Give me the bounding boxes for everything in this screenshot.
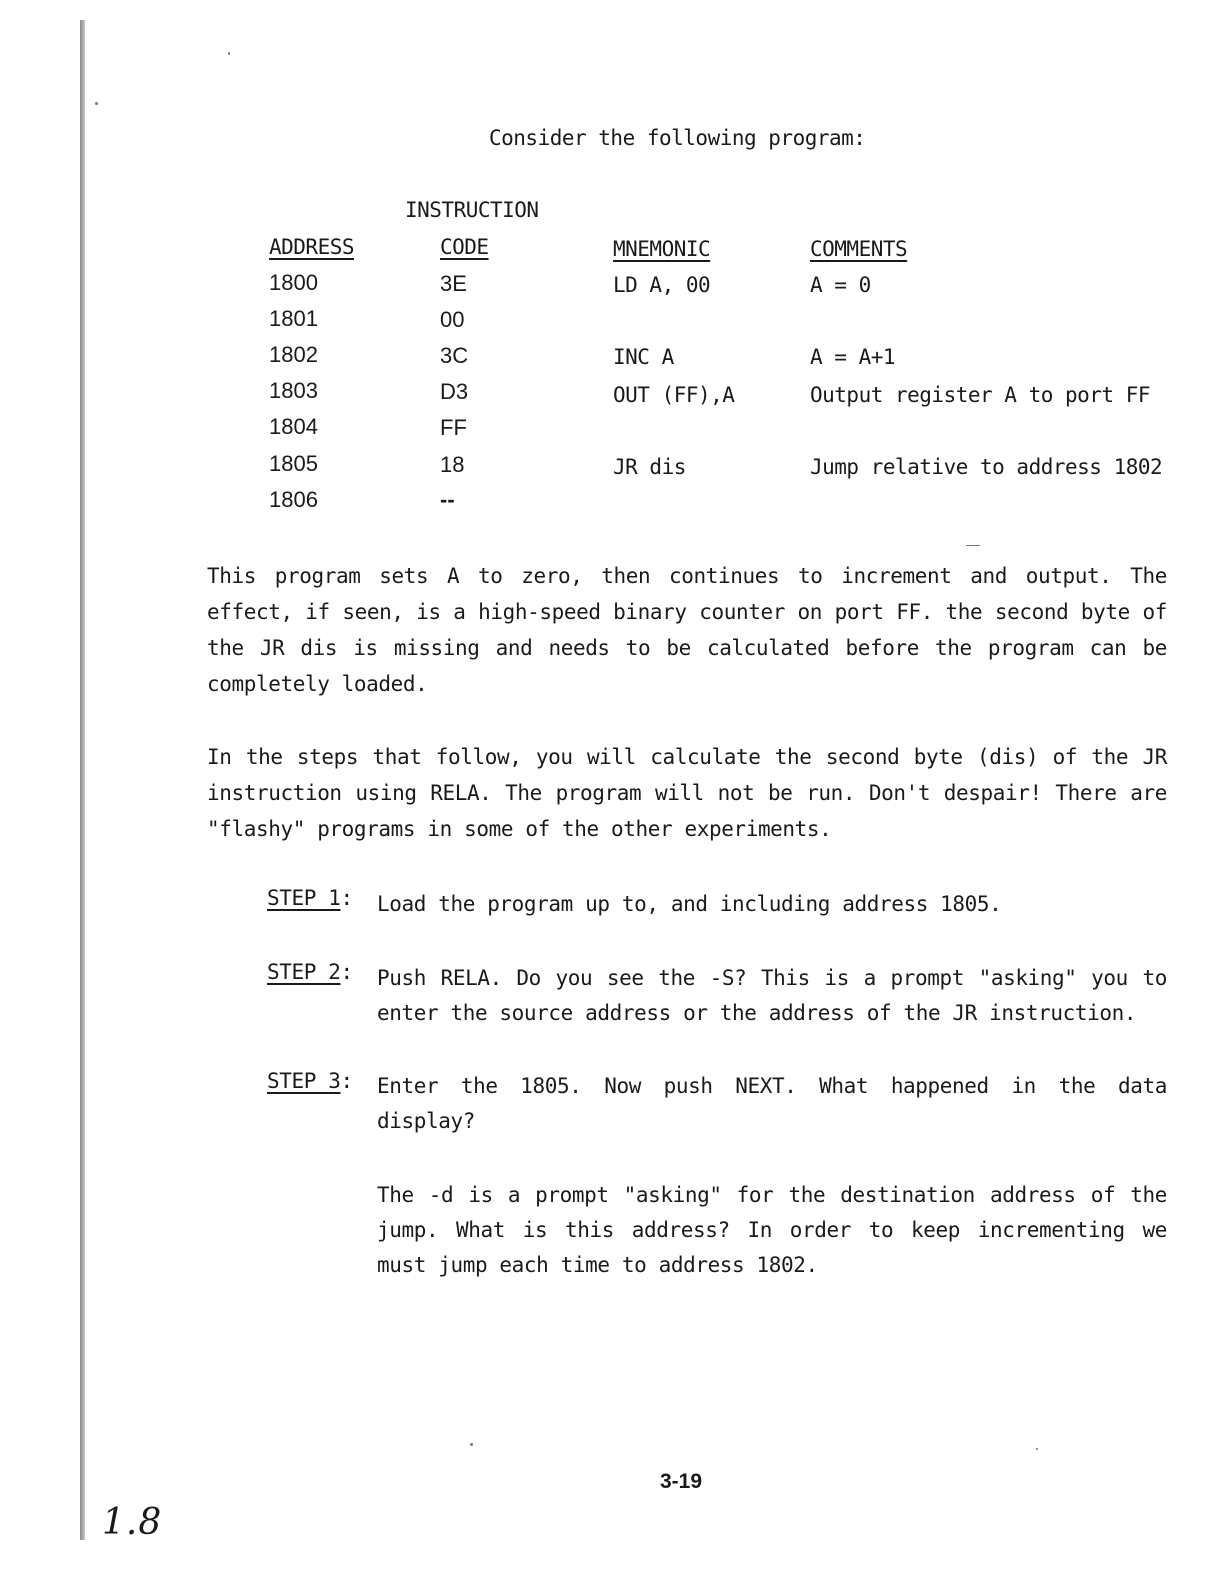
row-code: 3E	[440, 271, 467, 296]
row-comment: Output register A to port FF	[810, 383, 1151, 407]
row-address: 1805	[269, 451, 318, 476]
scan-speck	[470, 1443, 473, 1446]
row-code: 00	[440, 307, 465, 332]
paragraph-intro: This program sets A to zero, then continues to increment and output. The effect, if seen, is a high-speed binary counter on port FF. the second byte of the JR dis is missing and needs to be calculated before the program can be completely loaded.	[207, 564, 1167, 696]
row-mnemonic: OUT (FF),A	[613, 383, 735, 407]
row-address: 1803	[269, 378, 318, 403]
row-code: --	[440, 487, 455, 512]
step-2-text: Push RELA. Do you see the -S? This is a prompt "asking" you to enter the source address or the address of the JR instruction.	[377, 966, 1167, 1025]
row-code: 18	[440, 452, 465, 477]
row-mnemonic: INC A	[613, 345, 674, 369]
step-3-label: STEP 3:	[267, 1069, 353, 1093]
step-1-text: Load the program up to, and including address 1805.	[377, 892, 1002, 916]
row-comment: A = A+1	[810, 345, 896, 369]
paragraph-steps-intro: In the steps that follow, you will calculate the second byte (dis) of the JR instruction using RELA. The program will not be run. Don't despair! There are "flashy" programs in some of the other experiments.	[207, 745, 1167, 841]
row-address: 1802	[269, 342, 318, 367]
step-2-label: STEP 2:	[267, 960, 353, 984]
step-label-text: STEP 3	[267, 1069, 341, 1093]
page-number: 3-19	[660, 1470, 703, 1493]
step-3-followup: The -d is a prompt "asking" for the destination address of the jump. What is this address? In order to keep incrementing we must jump each time to address 1802.	[377, 1183, 1167, 1277]
scan-speck	[228, 52, 230, 55]
row-address: 1801	[269, 306, 318, 331]
row-comment: A = 0	[810, 273, 871, 297]
row-address: 1804	[269, 414, 318, 439]
scan-speck	[1036, 1448, 1038, 1450]
handwritten-note: 1.8	[102, 1502, 163, 1543]
row-code: FF	[440, 415, 467, 440]
header-mnemonic: MNEMONIC	[613, 237, 711, 261]
header-address: ADDRESS	[269, 235, 355, 259]
row-code: D3	[440, 379, 469, 404]
scan-speck	[95, 102, 98, 105]
row-mnemonic: JR dis	[613, 455, 686, 479]
scan-margin-edge	[80, 20, 85, 1540]
intro-text: Consider the following program:	[489, 126, 866, 150]
step-3-text: Enter the 1805. Now push NEXT. What happened in the data display?	[377, 1074, 1167, 1133]
row-address: 1800	[269, 270, 318, 295]
header-instruction-top: INSTRUCTION	[405, 198, 539, 222]
row-comment: Jump relative to address 1802	[810, 455, 1163, 479]
step-label-text: STEP 1	[267, 886, 341, 910]
step-1-label: STEP 1:	[267, 886, 353, 910]
scan-speck	[966, 545, 980, 546]
header-code: CODE	[440, 235, 489, 259]
row-code: 3C	[440, 343, 469, 368]
header-comments: COMMENTS	[810, 237, 908, 261]
step-label-text: STEP 2	[267, 960, 341, 984]
row-mnemonic: LD A, 00	[613, 273, 711, 297]
row-address: 1806	[269, 487, 318, 512]
